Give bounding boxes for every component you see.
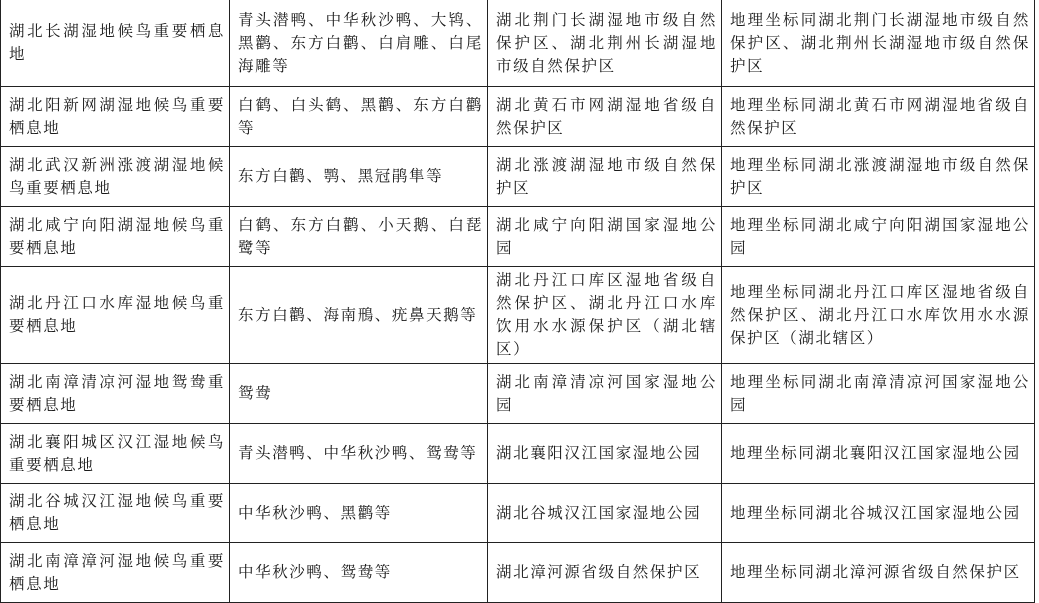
species-cell: 鸳鸯 [230, 364, 488, 424]
table-row [1, 147, 1035, 207]
habitat-name-cell: 湖北阳新网湖湿地候鸟重要栖息地 [1, 87, 230, 147]
species-cell: 青头潜鸭、中华秋沙鸭、大鸨、黑鹳、东方白鹳、白肩雕、白尾海雕等 [230, 0, 488, 87]
table-row [1, 207, 1035, 267]
table-row [1, 0, 1035, 87]
table-row [1, 87, 1035, 147]
coordinates-cell: 地理坐标同湖北涨渡湖湿地市级自然保护区 [722, 147, 1035, 207]
table-row [1, 484, 1035, 543]
habitat-name-cell: 湖北南漳清凉河湿地鸳鸯重要栖息地 [1, 364, 230, 424]
species-cell: 东方白鹳、海南鳽、疣鼻天鹅等 [230, 267, 488, 364]
coordinates-cell: 地理坐标同湖北荆门长湖湿地市级自然保护区、湖北荆州长湖湿地市级自然保护区 [722, 0, 1035, 87]
protected-area-cell: 湖北荆门长湖湿地市级自然保护区、湖北荆州长湖湿地市级自然保护区 [488, 0, 722, 87]
habitat-name-cell: 湖北武汉新洲涨渡湖湿地候鸟重要栖息地 [1, 147, 230, 207]
coordinates-cell: 地理坐标同湖北谷城汉江国家湿地公园 [722, 484, 1035, 543]
protected-area-cell: 湖北咸宁向阳湖国家湿地公园 [488, 207, 722, 267]
habitat-name-cell: 湖北丹江口水库湿地候鸟重要栖息地 [1, 267, 230, 364]
species-cell: 东方白鹳、鹗、黑冠鹃隼等 [230, 147, 488, 207]
table-row [1, 267, 1035, 364]
species-cell: 中华秋沙鸭、鸳鸯等 [230, 543, 488, 603]
species-cell: 白鹤、白头鹤、黑鹳、东方白鹳等 [230, 87, 488, 147]
table-row [1, 364, 1035, 424]
habitat-name-cell: 湖北长湖湿地候鸟重要栖息地 [1, 0, 230, 87]
coordinates-cell: 地理坐标同湖北漳河源省级自然保护区 [722, 543, 1035, 603]
coordinates-cell: 地理坐标同湖北咸宁向阳湖国家湿地公园 [722, 207, 1035, 267]
protected-area-cell: 湖北涨渡湖湿地市级自然保护区 [488, 147, 722, 207]
protected-area-cell: 湖北漳河源省级自然保护区 [488, 543, 722, 603]
protected-area-cell: 湖北丹江口库区湿地省级自然保护区、湖北丹江口水库饮用水水源保护区（湖北辖区） [488, 267, 722, 364]
coordinates-cell: 地理坐标同湖北南漳清凉河国家湿地公园 [722, 364, 1035, 424]
habitat-name-cell: 湖北襄阳城区汉江湿地候鸟重要栖息地 [1, 424, 230, 484]
coordinates-cell: 地理坐标同湖北丹江口库区湿地省级自然保护区、湖北丹江口水库饮用水水源保护区（湖北辖区） [722, 267, 1035, 364]
protected-area-cell: 湖北襄阳汉江国家湿地公园 [488, 424, 722, 484]
protected-area-cell: 湖北南漳清凉河国家湿地公园 [488, 364, 722, 424]
table-row [1, 543, 1035, 603]
habitat-name-cell: 湖北南漳漳河湿地候鸟重要栖息地 [1, 543, 230, 603]
habitat-name-cell: 湖北谷城汉江湿地候鸟重要栖息地 [1, 484, 230, 543]
table-row [1, 424, 1035, 484]
protected-area-cell: 湖北谷城汉江国家湿地公园 [488, 484, 722, 543]
coordinates-cell: 地理坐标同湖北黄石市网湖湿地省级自然保护区 [722, 87, 1035, 147]
species-cell: 中华秋沙鸭、黑鹳等 [230, 484, 488, 543]
coordinates-cell: 地理坐标同湖北襄阳汉江国家湿地公园 [722, 424, 1035, 484]
habitat-name-cell: 湖北咸宁向阳湖湿地候鸟重要栖息地 [1, 207, 230, 267]
protected-area-cell: 湖北黄石市网湖湿地省级自然保护区 [488, 87, 722, 147]
species-cell: 白鹤、东方白鹳、小天鹅、白琵鹭等 [230, 207, 488, 267]
species-cell: 青头潜鸭、中华秋沙鸭、鸳鸯等 [230, 424, 488, 484]
